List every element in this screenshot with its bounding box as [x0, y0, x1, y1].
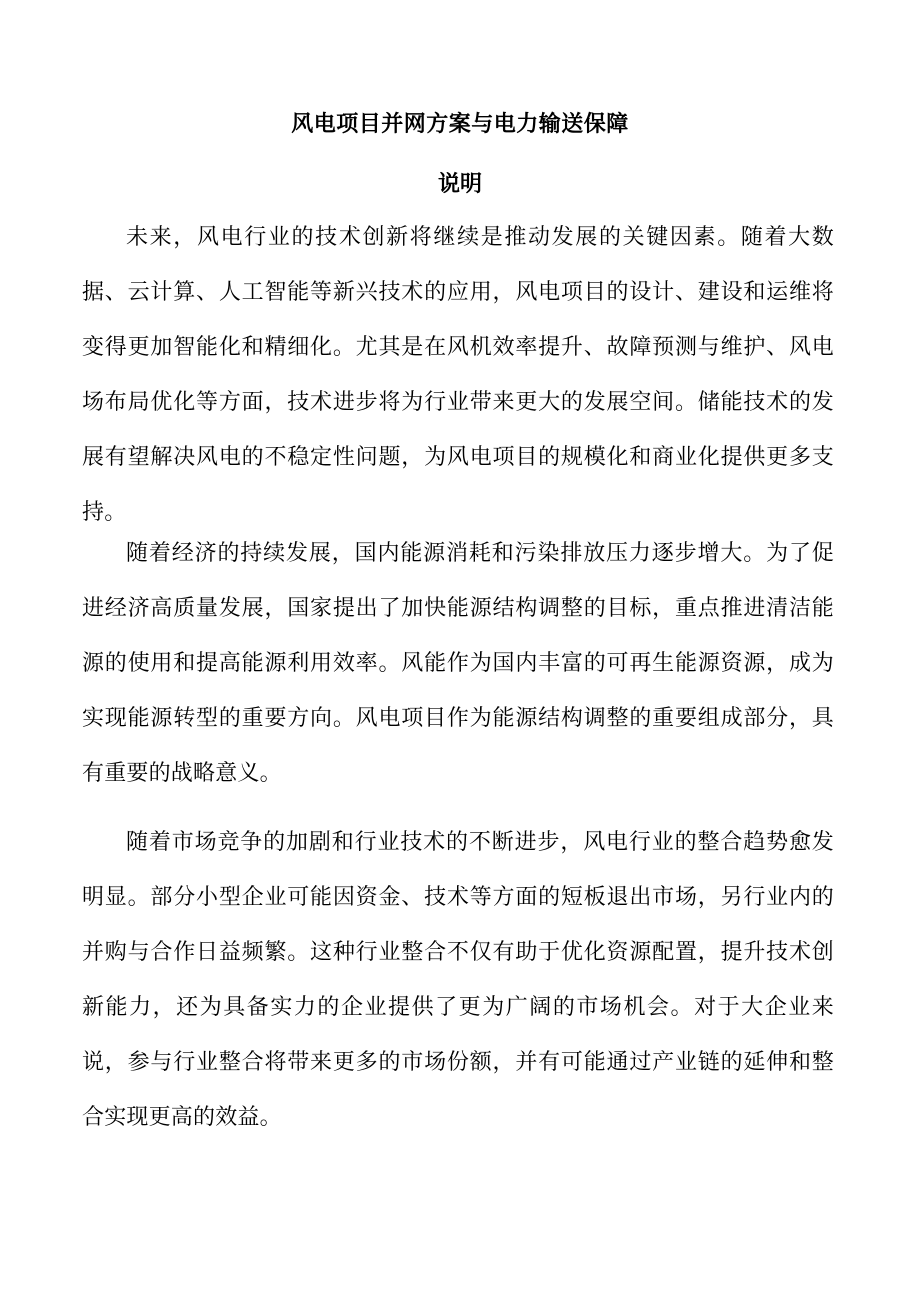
section-heading: 说明	[437, 171, 482, 197]
document-title: 风电项目并网方案与电力输送保障	[291, 111, 629, 137]
paragraph-3: 随着市场竞争的加剧和行业技术的不断进步，风电行业的整合趋势愈发明显。部分小型企业可能因资金、技术等方面的短板退出市场，另行业内的并购与合作日益频繁。这种行业整合不仅有助于优化资源配置，提升技术创新能力，还为具备实力的企业提供了更为广阔的市场机会。对于大企业来说，参与行业整合将带来更多的市场份额，并有可能通过产业链的延伸和整合实现更高的效益。	[82, 830, 834, 1130]
paragraph-2: 随着经济的持续发展，国内能源消耗和污染排放压力逐步增大。为了促进经济高质量发展，国家提出了加快能源结构调整的目标，重点推进清洁能源的使用和提高能源利用效率。风能作为国内丰富的可再生能源资源，成为实现能源转型的重要方向。风电项目作为能源结构调整的重要组成部分，具有重要的战略意义。	[82, 541, 834, 786]
paragraph-1: 未来，风电行业的技术创新将继续是推动发展的关键因素。随着大数据、云计算、人工智能等新兴技术的应用，风电项目的设计、建设和运维将变得更加智能化和精细化。尤其是在风机效率提升、故障预测与维护、风电场布局优化等方面，技术进步将为行业带来更大的发展空间。储能技术的发展有望解决风电的不稳定性问题，为风电项目的规模化和商业化提供更多支持。	[82, 225, 834, 525]
